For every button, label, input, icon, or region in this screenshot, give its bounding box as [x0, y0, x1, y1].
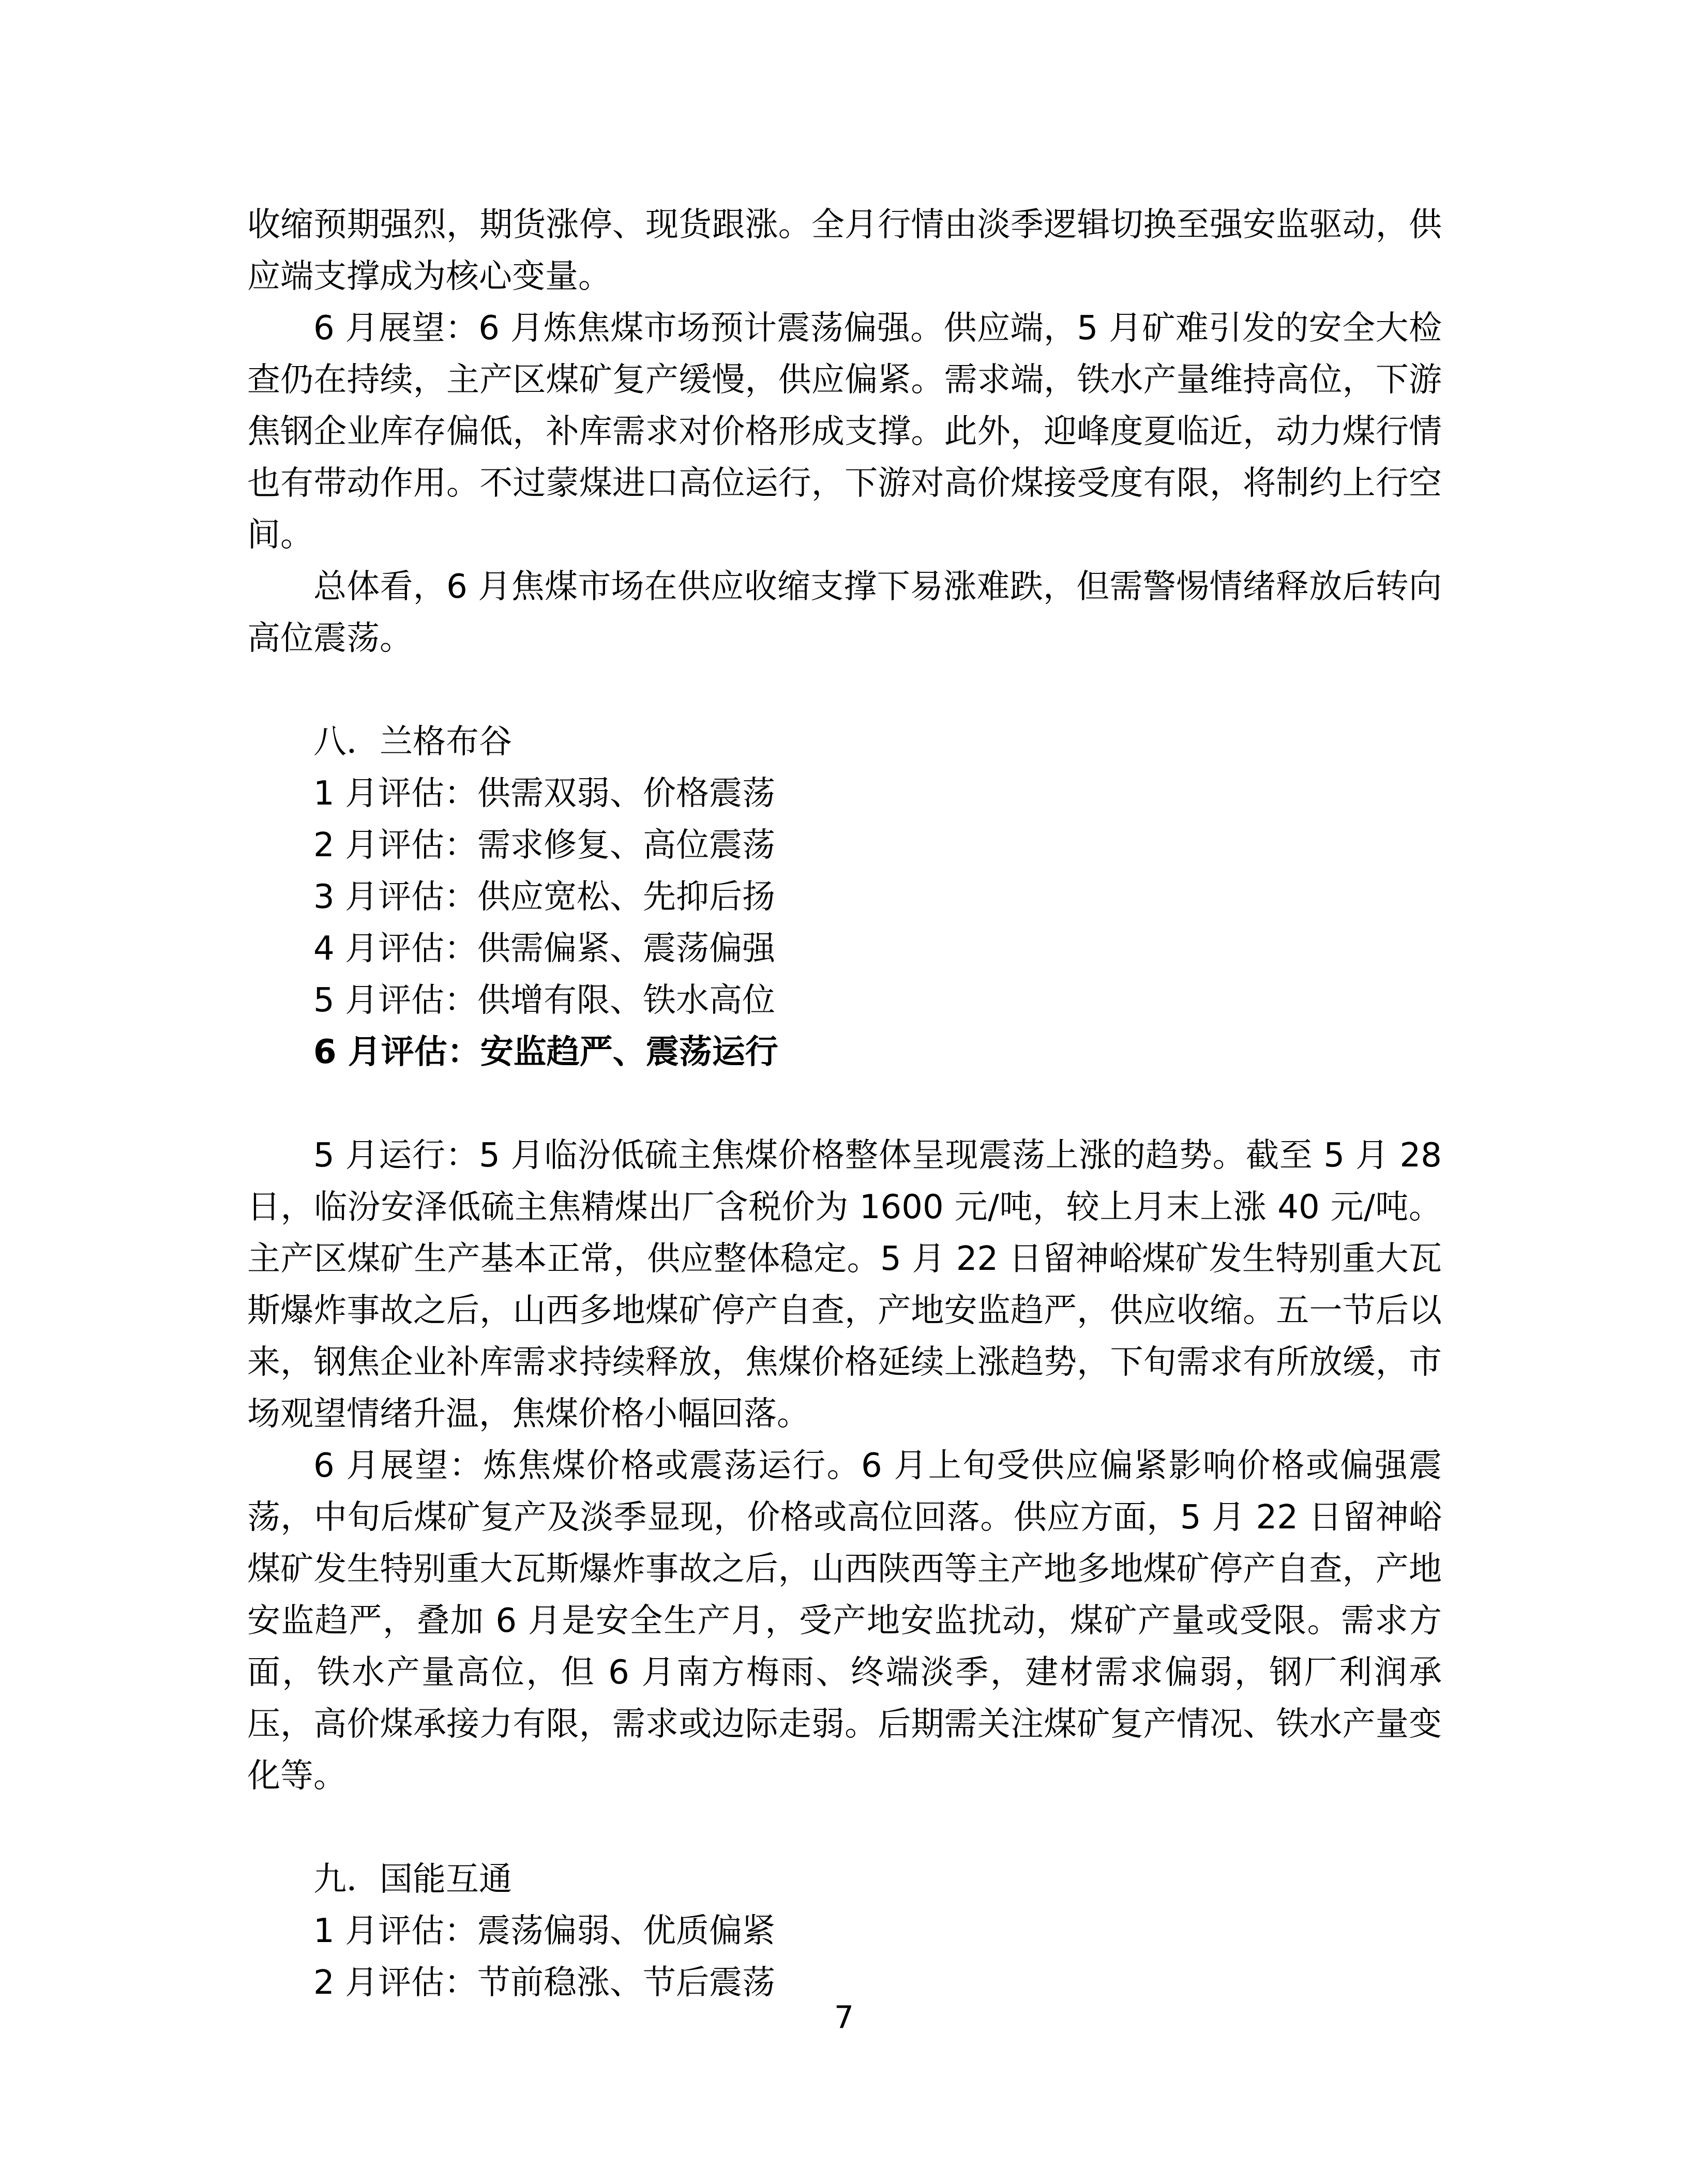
- paragraph-summary: 总体看，6 月焦煤市场在供应收缩支撑下易涨难跌，但需警惕情绪释放后转向高位震荡。: [247, 568, 1442, 658]
- section-heading-guoneng: 九．国能互通: [313, 1860, 512, 1899]
- spacer: [247, 1802, 1442, 1854]
- evaluation-item: 1 月评估：震荡偏弱、优质偏紧: [313, 1912, 776, 1950]
- evaluation-item: 4 月评估：供需偏紧、震荡偏强: [313, 930, 776, 968]
- paragraph-may-run: 5 月运行：5 月临汾低硫主焦煤价格整体呈现震荡上涨的趋势。截至 5 月 28 日，临汾安泽低硫主焦精煤出厂含税价为 1600 元/吨，较上月末上涨 40 元/吨。主产区煤矿生产基本正常，供应整体稳定。5 月 22 日留神峪煤矿发生特别重大瓦斯爆炸事故之后，山西多地煤矿停产自查，产地安监趋严，供应收缩。五一节后以来，钢焦企业补库需求持续释放，焦煤价格延续上涨趋势，下旬需求有所放缓，市场观望情绪升温，焦煤价格小幅回落。: [247, 1136, 1442, 1433]
- evaluation-item: 3 月评估：供应宽松、先抑后扬: [313, 878, 776, 916]
- section-heading-lange: 八．兰格布谷: [313, 723, 512, 761]
- evaluation-item-current: 6 月评估：安监趋严、震荡运行: [313, 1033, 778, 1071]
- evaluation-item: 5 月评估：供增有限、铁水高位: [313, 981, 776, 1020]
- evaluation-item: 1 月评估：供需双弱、价格震荡: [313, 775, 776, 813]
- paragraph-june-outlook-lange: 6 月展望：炼焦煤价格或震荡运行。6 月上旬受供应偏紧影响价格或偏强震荡，中旬后煤矿复产及淡季显现，价格或高位回落。供应方面，5 月 22 日留神峪煤矿发生特别重大瓦斯爆炸事故之后，山西陕西等主产地多地煤矿停产自查，产地安监趋严，叠加 6 月是安全生产月，受产地安监扰动，煤矿产量或受限。需求方面，铁水产量高位，但 6 月南方梅雨、终端淡季，建材需求偏弱，钢厂利润承压，高价煤承接力有限，需求或边际走弱。后期需关注煤矿复产情况、铁水产量变化等。: [247, 1447, 1442, 1795]
- evaluation-item: 2 月评估：需求修复、高位震荡: [313, 826, 776, 865]
- spacer: [247, 1078, 1442, 1130]
- paragraph-continued: 收缩预期强烈，期货涨停、现货跟涨。全月行情由淡季逻辑切换至强安监驱动，供应端支撑成为核心变量。: [247, 206, 1442, 296]
- paragraph-june-outlook: 6 月展望：6 月炼焦煤市场预计震荡偏强。供应端，5 月矿难引发的安全大检查仍在持续，主产区煤矿复产缓慢，供应偏紧。需求端，铁水产量维持高位，下游焦钢企业库存偏低，补库需求对价格形成支撑。此外，迎峰度夏临近，动力煤行情也有带动作用。不过蒙煤进口高位运行，下游对高价煤接受度有限，将制约上行空间。: [247, 309, 1442, 554]
- spacer: [247, 664, 1442, 716]
- page-body: [247, 199, 1442, 2009]
- page-number: 7: [834, 1999, 854, 2036]
- evaluation-item: 2 月评估：节前稳涨、节后震荡: [313, 1964, 776, 2002]
